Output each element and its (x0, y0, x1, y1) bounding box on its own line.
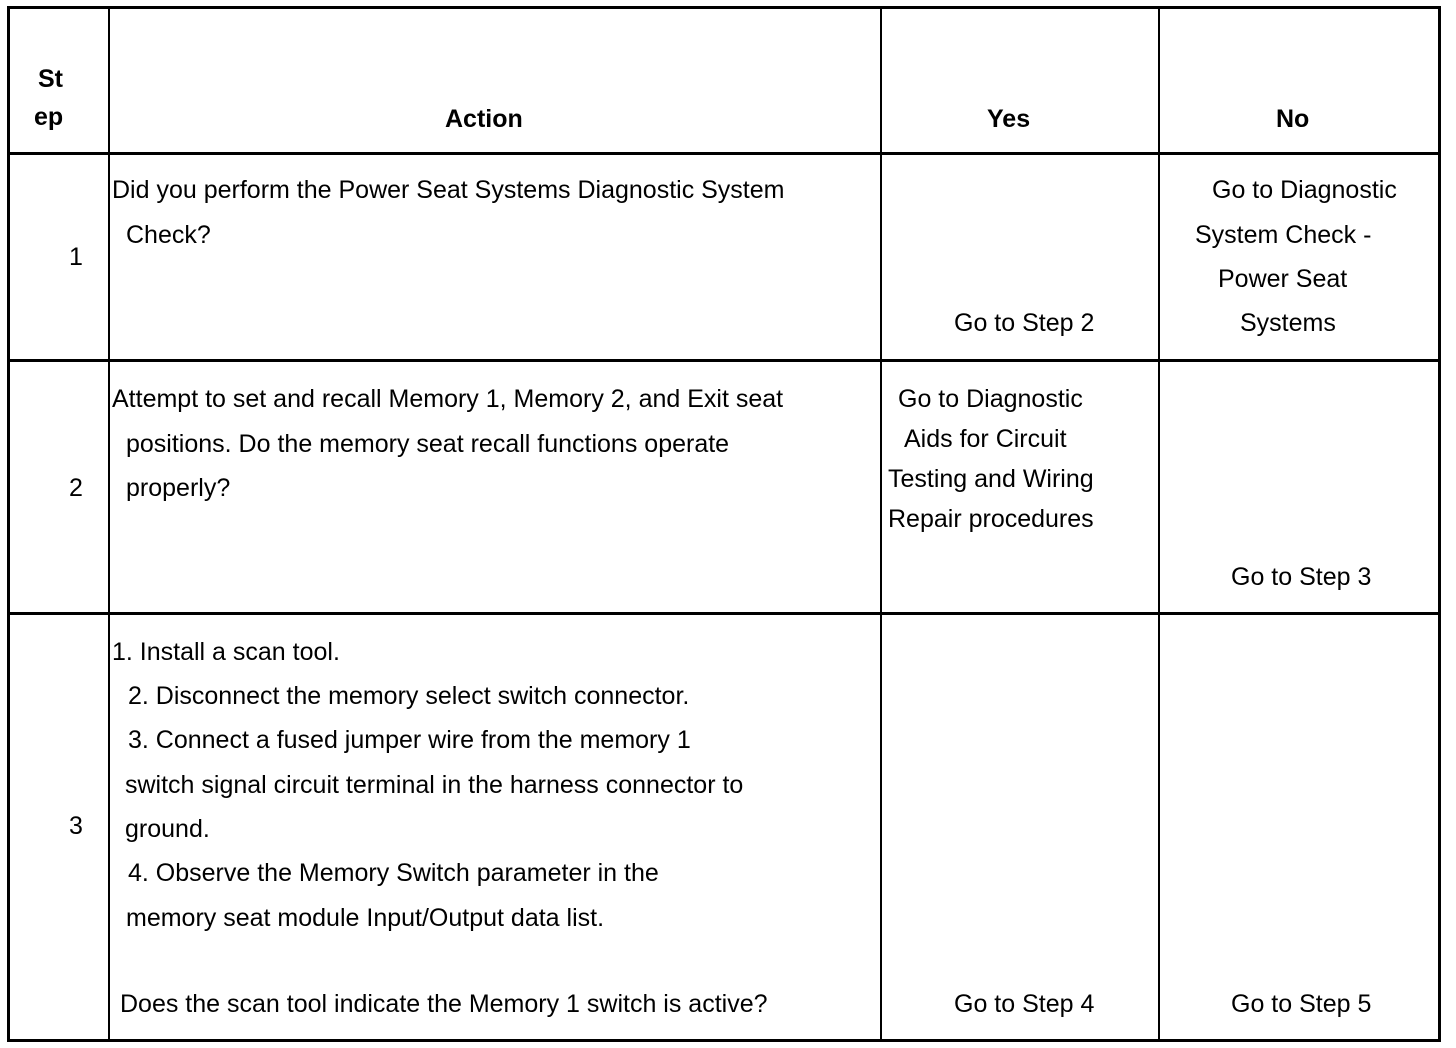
row-3-action-line: switch signal circuit terminal in the harness connector to (125, 771, 744, 799)
header-action: Action (445, 105, 523, 133)
row-3-action-line: 2. Disconnect the memory select switch connector. (128, 682, 690, 710)
row-3-step: 3 (69, 812, 83, 840)
row-1-no-line: System Check - (1195, 221, 1372, 249)
column-divider-step (108, 6, 110, 1042)
row-1-no-line: Systems (1240, 309, 1336, 337)
row-3-yes: Go to Step 4 (954, 990, 1095, 1018)
header-no: No (1276, 105, 1310, 133)
row-1-action-line: Did you perform the Power Seat Systems Diagnostic System (112, 176, 785, 204)
header-step: St ep (34, 65, 64, 131)
row-3-action-line: ground. (125, 815, 210, 843)
row-2-action-line: positions. Do the memory seat recall functions operate (126, 430, 730, 458)
row-2-yes-line: Go to Diagnostic (898, 385, 1083, 413)
row-3-action-line: 4. Observe the Memory Switch parameter in the (128, 859, 659, 887)
row-1-step: 1 (69, 243, 83, 271)
row-2-step: 2 (69, 474, 83, 502)
row-3-action-line: 1. Install a scan tool. (112, 638, 340, 666)
row-2-yes-line: Testing and Wiring (888, 465, 1094, 493)
row-divider-1 (7, 359, 1441, 362)
row-3-action-line: memory seat module Input/Output data list. (126, 904, 605, 932)
header-yes: Yes (987, 105, 1031, 133)
row-1-no-line: Go to Diagnostic (1212, 176, 1397, 204)
row-divider-2 (7, 612, 1441, 615)
row-2-action-line: Attempt to set and recall Memory 1, Memory 2, and Exit seat (112, 385, 784, 413)
row-divider-header (7, 152, 1441, 155)
row-3-action-line: 3. Connect a fused jumper wire from the memory 1 (128, 726, 691, 754)
column-divider-yes (1158, 6, 1160, 1042)
column-divider-action (880, 6, 882, 1042)
row-2-no: Go to Step 3 (1231, 563, 1372, 591)
row-1-no-line: Power Seat (1218, 265, 1348, 293)
row-2-action-line: properly? (126, 474, 231, 502)
row-1-yes: Go to Step 2 (954, 309, 1095, 337)
row-1-action-line: Check? (126, 221, 211, 249)
row-2-yes-line: Repair procedures (888, 505, 1094, 533)
row-2-yes-line: Aids for Circuit (904, 425, 1067, 453)
row-3-no: Go to Step 5 (1231, 990, 1372, 1018)
row-3-question: Does the scan tool indicate the Memory 1 switch is active? (120, 990, 768, 1018)
